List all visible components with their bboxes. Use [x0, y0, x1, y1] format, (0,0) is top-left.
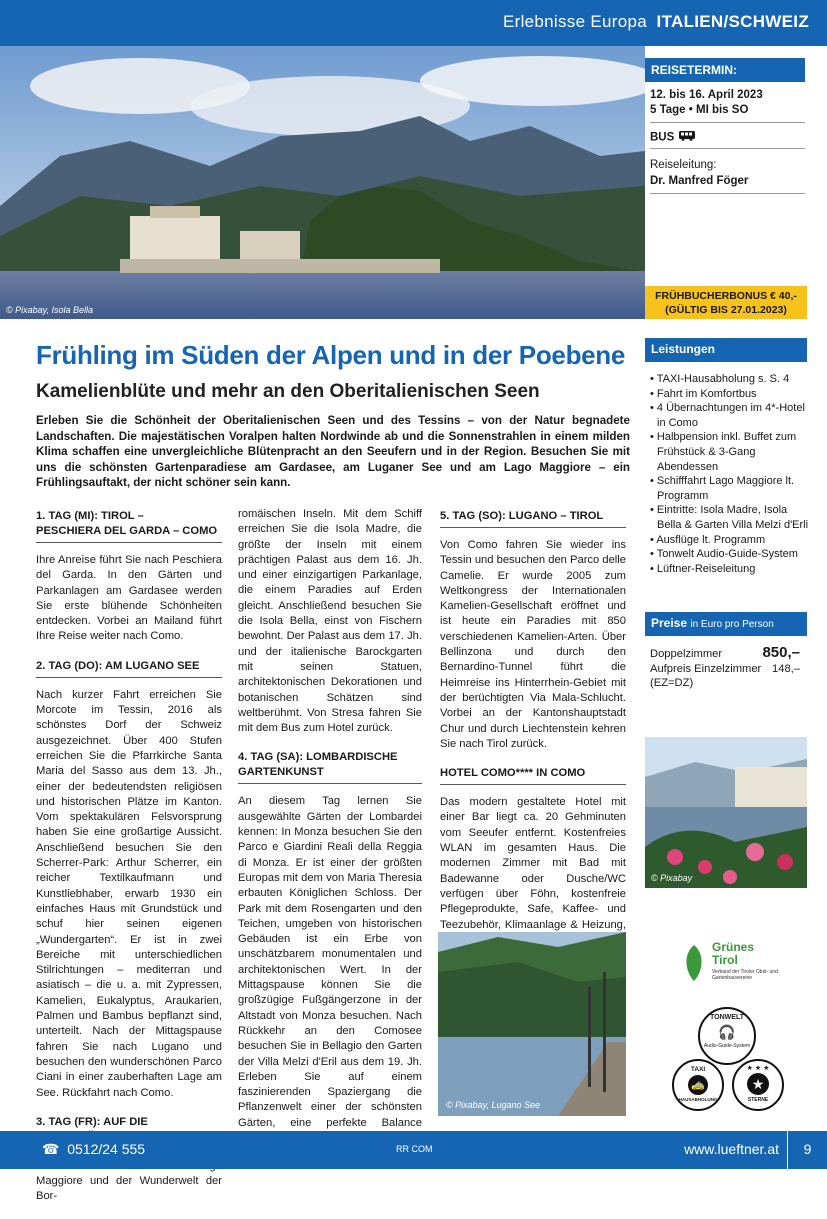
- service-item-text: Ausflüge lt. Programm: [656, 533, 766, 546]
- intro-text: Erleben Sie die Schönheit der Oberitalienischen Seen und des Tessins – von der Natur begnadete Landschaften. Die majestätischen Voralpen halten Nordwinde ab und die Sonnenstrahlen in einem milden Klima schaffen eine unvergleichliche Blütenpracht an den Seeufern und in der Region. Besuchen Sie mit uns die schönsten Gartenparadiese am Gardasee, am Luganer See und am Lago Maggiore – ein Frühlingsauftakt, der nicht schöner sein kann.: [36, 414, 630, 489]
- gruenes-subtext: Verband der Tiroler Obst- und Gartenbauvereine: [712, 969, 778, 981]
- stars-icon: ★ ★ ★: [746, 1065, 770, 1072]
- tirol-text: Tirol: [712, 953, 738, 967]
- gruenes-tirol-logo: [682, 941, 778, 993]
- prices-unit: in Euro pro Person: [690, 619, 774, 630]
- service-item-text: Tonwelt Audio-Guide-System: [656, 548, 798, 561]
- day-1-title: [36, 509, 222, 543]
- trip-duration: 5 Tage • MI bis SO: [650, 104, 749, 116]
- lakeside-town-photo: [645, 737, 807, 888]
- headphones-icon: 🎧: [718, 1024, 736, 1040]
- leaf-icon: [682, 945, 706, 981]
- service-item-text: Schifffahrt Lago Maggiore lt. Programm: [656, 475, 795, 502]
- taxi-text: TAXI: [690, 1066, 706, 1073]
- page-title: Frühling im Süden der Alpen und in der Poebene: [36, 340, 626, 370]
- price-row-double: [650, 644, 800, 661]
- page-subtitle: Kamelienblüte und mehr an den Oberitalienischen Seen: [36, 381, 540, 402]
- top-bar: [0, 0, 827, 46]
- day-3-text-cont: romäischen Inseln. Mit dem Schiff erreichen Sie die Isola Madre, die größte der Inseln mit einem prächtigen Palast aus dem 16. Jh. und einer einzigartigen Parkanlage, die einem Paradies auf Erden gleicht. Anschließend besuchen Sie die Isola Bella, einst von Fischern bewohnt. Der Palast aus dem 17. Jh. und der italienische Barockgarten mit seinen Statuen, architektonischen Dekorationen und botanischen Schätzen sind weltberühmt. Von Stresa fahren Sie mit dem Bus zum Hotel zurück.: [238, 508, 422, 735]
- hotel-text: Das modern gestaltete Hotel mit einer Bar liegt ca. 20 Gehminuten vom Seeufer entfernt. Kostenfreies WLAN im gesamten Haus. Die modernen Zimmer mit Bad mit Badewanne oder Dusche/WC verfügen über Föhn, kostenfreie Pflegeprodukte, Safe, Kaffee- und Teezubehör, Klimaanlage & Heizung,: [440, 796, 626, 931]
- day-2-title: 2. TAG (DO): AM LUGANO SEE: [36, 659, 222, 678]
- service-item: • Lüftner-Reiseleitung: [650, 562, 756, 575]
- partner-logos: [670, 935, 810, 1125]
- single-supplement-label: Aufpreis Einzelzimmer: [650, 663, 762, 675]
- sterne-badge: [732, 1059, 784, 1111]
- day-3-text-start: Maggiore und der Wunderwelt der Bor-: [36, 1175, 222, 1203]
- service-item-text: 4 Übernachtungen im 4*-Hotel in Como: [656, 402, 805, 429]
- column-3: [440, 509, 626, 962]
- service-item: • Eintritte: Isola Madre, Isola Bella & Garten Villa Melzi d'Erli: [650, 504, 809, 531]
- day-4-title-line-1: 4. TAG (SA): LOMBARDISCHE: [238, 751, 398, 764]
- trip-dates-line: 12. bis 16. April 2023: [650, 89, 763, 101]
- day-4-title: [238, 750, 422, 784]
- region-label: Erlebnisse Europa: [502, 12, 647, 31]
- car-icon: 🚕: [688, 1075, 708, 1095]
- prices-title: [645, 612, 807, 636]
- gruenes-text: Grünes: [712, 940, 755, 954]
- taxi-badge: [672, 1059, 724, 1111]
- hausabholung-text: HAUSABHOLUNG: [678, 1097, 718, 1102]
- service-item: • TAXI-Hausabholung s. S. 4: [650, 373, 790, 385]
- trip-box-content: [645, 82, 805, 194]
- day-5-title: 5. TAG (SO): LUGANO – TIROL: [440, 509, 626, 528]
- sterne-text: STERNE: [747, 1097, 769, 1103]
- footer-code: RR COM: [396, 1144, 433, 1154]
- bonus-line-2: (GÜLTIG BIS 27.01.2023): [665, 304, 787, 316]
- trip-guide: [650, 149, 805, 194]
- service-item: • Ausflüge lt. Programm: [650, 533, 766, 546]
- transport-label: BUS: [650, 131, 675, 144]
- trip-dates: [650, 82, 805, 123]
- bus-icon: [679, 131, 696, 144]
- tonwelt-badge: [698, 1007, 756, 1065]
- column-2: [238, 507, 422, 1176]
- early-booking-bonus: [645, 286, 807, 319]
- service-item: • Tonwelt Audio-Guide-System: [650, 548, 798, 561]
- country-label: ITALIEN/SCHWEIZ: [656, 12, 809, 31]
- service-item-text: Lüftner-Reiseleitung: [656, 562, 756, 575]
- mid-photo-credit: © Pixabay, Lugano See: [446, 1100, 541, 1110]
- column-1: [36, 509, 222, 1219]
- footer-phone[interactable]: [42, 1141, 145, 1158]
- day-3-title-line-1: 3. TAG (FR): AUF DIE: [36, 1115, 148, 1128]
- footer-website-link[interactable]: www.lueftner.at: [684, 1141, 779, 1157]
- day-1-title-line-2: PESCHIERA DEL GARDA – COMO: [36, 525, 218, 537]
- services-list: [649, 372, 809, 576]
- star-icon: ★: [747, 1073, 769, 1095]
- service-item-text: Halbpension inkl. Buffet zum Frühstück & 3-Gang Abendessen: [656, 431, 797, 473]
- tonwelt-subtext: Audio-Guide-System: [703, 1043, 751, 1049]
- double-room-label: Doppelzimmer: [650, 648, 723, 660]
- services-title: Leistungen: [645, 338, 807, 362]
- day-5-text: Von Como fahren Sie wieder ins Tessin und besuchen den Parco delle Camelie. Er wurde 2005 zum Weltkongress der Internationalen Kamelien-Gesellschaft eröffnet und ist heute ein Paradies mit 850 verschiedenen Kamelien-Arten. Über Bellinzona und durch den Bernardino-Tunnel führt die Heimreise ins Hinterrhein-Gebiet mit der berüchtigten Via Mala-Schlucht. Vorbei an der Kantonshauptstadt Chur und durch Liechtenstein kehren Sie nach Tirol zurück.: [440, 539, 626, 750]
- service-item: • 4 Übernachtungen im 4*-Hotel in Como: [650, 402, 805, 429]
- service-item: • Fahrt im Komfortbus: [650, 387, 757, 400]
- prices-title-text: Preise: [651, 616, 688, 630]
- tonwelt-text: TONWELT: [710, 1014, 744, 1021]
- lugano-lake-photo: [438, 932, 626, 1116]
- price-row-single: [650, 662, 800, 690]
- guide-label: Reiseleitung:: [650, 159, 717, 171]
- guide-name: Dr. Manfred Föger: [650, 175, 749, 187]
- double-room-price: 850,–: [762, 644, 800, 661]
- right-photo-credit: © Pixabay: [651, 873, 693, 883]
- service-item-text: Eintritte: Isola Madre, Isola Bella & Garten Villa Melzi d'Erli: [656, 504, 809, 531]
- service-item-text: TAXI-Hausabholung s. S. 4: [656, 373, 790, 385]
- hotel-title: HOTEL COMO**** IN COMO: [440, 766, 626, 785]
- day-1-text: Ihre Anreise führt Sie nach Peschiera del Garda. In den Gärten und Parkanlagen am Gardasee werden Sie erste blühende Schönheiten entdecken. Vorbei an Mailand führt Ihre Reise weiter nach Como.: [36, 554, 222, 643]
- page-number: 9: [787, 1131, 827, 1169]
- day-2-text: Nach kurzer Fahrt erreichen Sie Morcote im Tessin, 2016 als schönstes Dorf der Schweiz ausgezeichnet. Über 400 Stufen erreichen Sie die Pfarrkirche Santa Maria del Sasso aus dem 13. Jh., einer der bedeutendsten religiösen und historischen Plätze im Kanton. Vom spektakulären Felsvorsprung haben Sie eine großartige Aussicht. Anschließend besuchen Sie den Scherrer-Park: Arthur Scherrer, ein reicher Textilkaufmann und Kunstliebhaber, erwarb 1930 ein einfaches Haus mit Grundstück und schuf hier seinen eigenen „Wundergarten“. Er ist in zwei Bereiche mit unterschiedlichen Stilrichtungen – mediterran und asiatisch – die u. a. mit Zypressen, Kamelien, Eukalyptus, Araukarien, Palmen und Bambus bepflanzt sind, unterteilt. Nach der Mittagspause fahren Sie nach Lugano und besuchen den wunderschönen Parco Ciani in einer zauberhaften Lage am See. Rückfahrt nach Como.: [36, 688, 222, 1099]
- trip-box-title: REISETERMIN:: [645, 58, 805, 82]
- bonus-line-1: FRÜHBUCHERBONUS € 40,-: [655, 290, 797, 302]
- service-item-text: Fahrt im Komfortbus: [656, 387, 757, 400]
- trip-info-box: [645, 46, 827, 194]
- service-item: • Halbpension inkl. Buffet zum Frühstück & 3-Gang Abendessen: [650, 431, 797, 473]
- trip-transport: [650, 123, 805, 149]
- day-4-text: An diesem Tag lernen Sie ausgewählte Gärten der Lombardei kennen: In Monza besuchen Sie den Parco e Giardini Reali della Reggia di Monza. Er ist einer der größten Europas mit dem von Maria Theresia erbauten Königlichen Schloss. Der Park mit dem Rosengarten und den Teichen, umgeben von historischen Gebäuden ist ein Erbe von unschätzbarem monumentalen und architektonischen Wert. In der Mittagspause können Sie die großzügige Fußgängerzone in der Altstadt von Monza besuchen. Nach Rückkehr an den Comosee besuchen Sie in Bellagio den Garten der Villa Melzi d'Eril aus dem 19. Jh. Erleben Sie auf einem faszinierenden Spaziergang die Pflanzenwelt einer der schönsten Gärten, eine perfekte Balance: [238, 795, 422, 1129]
- single-supplement-note: (EZ=DZ): [650, 677, 694, 689]
- single-supplement-price: 148,–: [772, 663, 800, 675]
- phone-icon: ☎: [42, 1141, 60, 1157]
- day-1-title-line-1: 1. TAG (MI): TIROL –: [36, 510, 144, 522]
- phone-number: 0512/24 555: [67, 1141, 146, 1157]
- service-item: • Schifffahrt Lago Maggiore lt. Programm: [650, 475, 795, 502]
- day-4-title-line-2: GARTENKUNST: [238, 766, 324, 779]
- hero-credit: © Pixabay, Isola Bella: [6, 305, 94, 315]
- footer-bar: [0, 1131, 827, 1169]
- hero-photo: [0, 46, 645, 319]
